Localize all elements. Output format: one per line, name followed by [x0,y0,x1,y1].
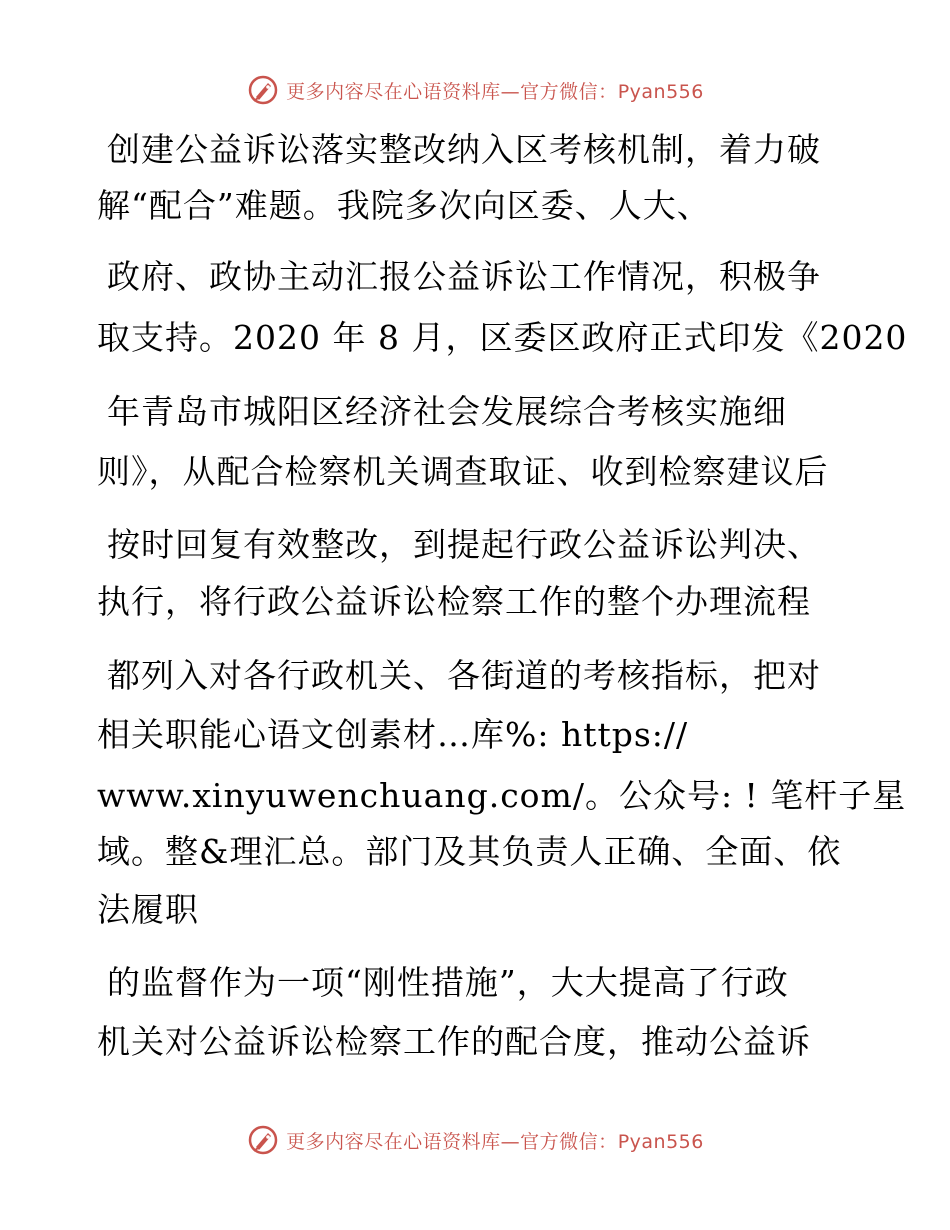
body-line: 按时回复有效整改，到提起行政公益诉讼判决、 [107,525,821,564]
header-wechat-label: 官方微信： [520,80,618,103]
header-banner-separator: — [500,80,521,103]
body-line: 解“配合”难题。我院多次向区委、人大、 [97,186,711,225]
footer-banner-separator: — [500,1130,521,1153]
body-line: 政府、政协主动汇报公益诉讼工作情况，积极争 [107,257,821,296]
body-line: 取支持。2020 年 8 月，区委区政府正式印发《2020 [97,318,908,357]
body-line: 年青岛市城阳区经济社会发展综合考核实施细 [107,392,787,431]
body-line: 创建公益诉讼落实整改纳入区考核机制，着力破 [107,130,821,169]
body-line: 机关对公益诉讼检察工作的配合度，推动公益诉 [97,1022,811,1061]
header-wechat-id: Pyan556 [617,80,704,103]
body-line: 相关职能心语文创素材…库%: https:// [97,715,689,754]
pen-nib-logo-icon [246,1123,280,1157]
body-line: 域。整&理汇总。部门及其负责人正确、全面、依 [97,832,842,871]
body-line: 则》，从配合检察机关调查取证、收到检察建议后 [97,452,829,491]
footer-banner-text [286,1127,704,1154]
footer-wechat-label: 官方微信： [520,1130,618,1153]
body-line: www.xinyuwenchuang.com/。公众号: ! 笔杆子星 [97,776,907,815]
body-line: 都列入对各行政机关、各街道的考核指标，把对 [107,656,821,695]
footer-wechat-id: Pyan556 [617,1130,704,1153]
header-banner-title: 更多内容尽在心语资料库 [286,80,501,103]
body-line: 法履职 [97,890,199,929]
header-banner-text [286,77,704,104]
pen-nib-logo-icon [246,73,280,107]
footer-banner-title: 更多内容尽在心语资料库 [286,1130,501,1153]
footer-banner [0,1120,950,1160]
header-banner [0,70,950,110]
body-line: 的监督作为一项“刚性措施”，大大提高了行政 [107,963,789,1002]
body-line: 执行，将行政公益诉讼检察工作的整个办理流程 [97,582,811,621]
